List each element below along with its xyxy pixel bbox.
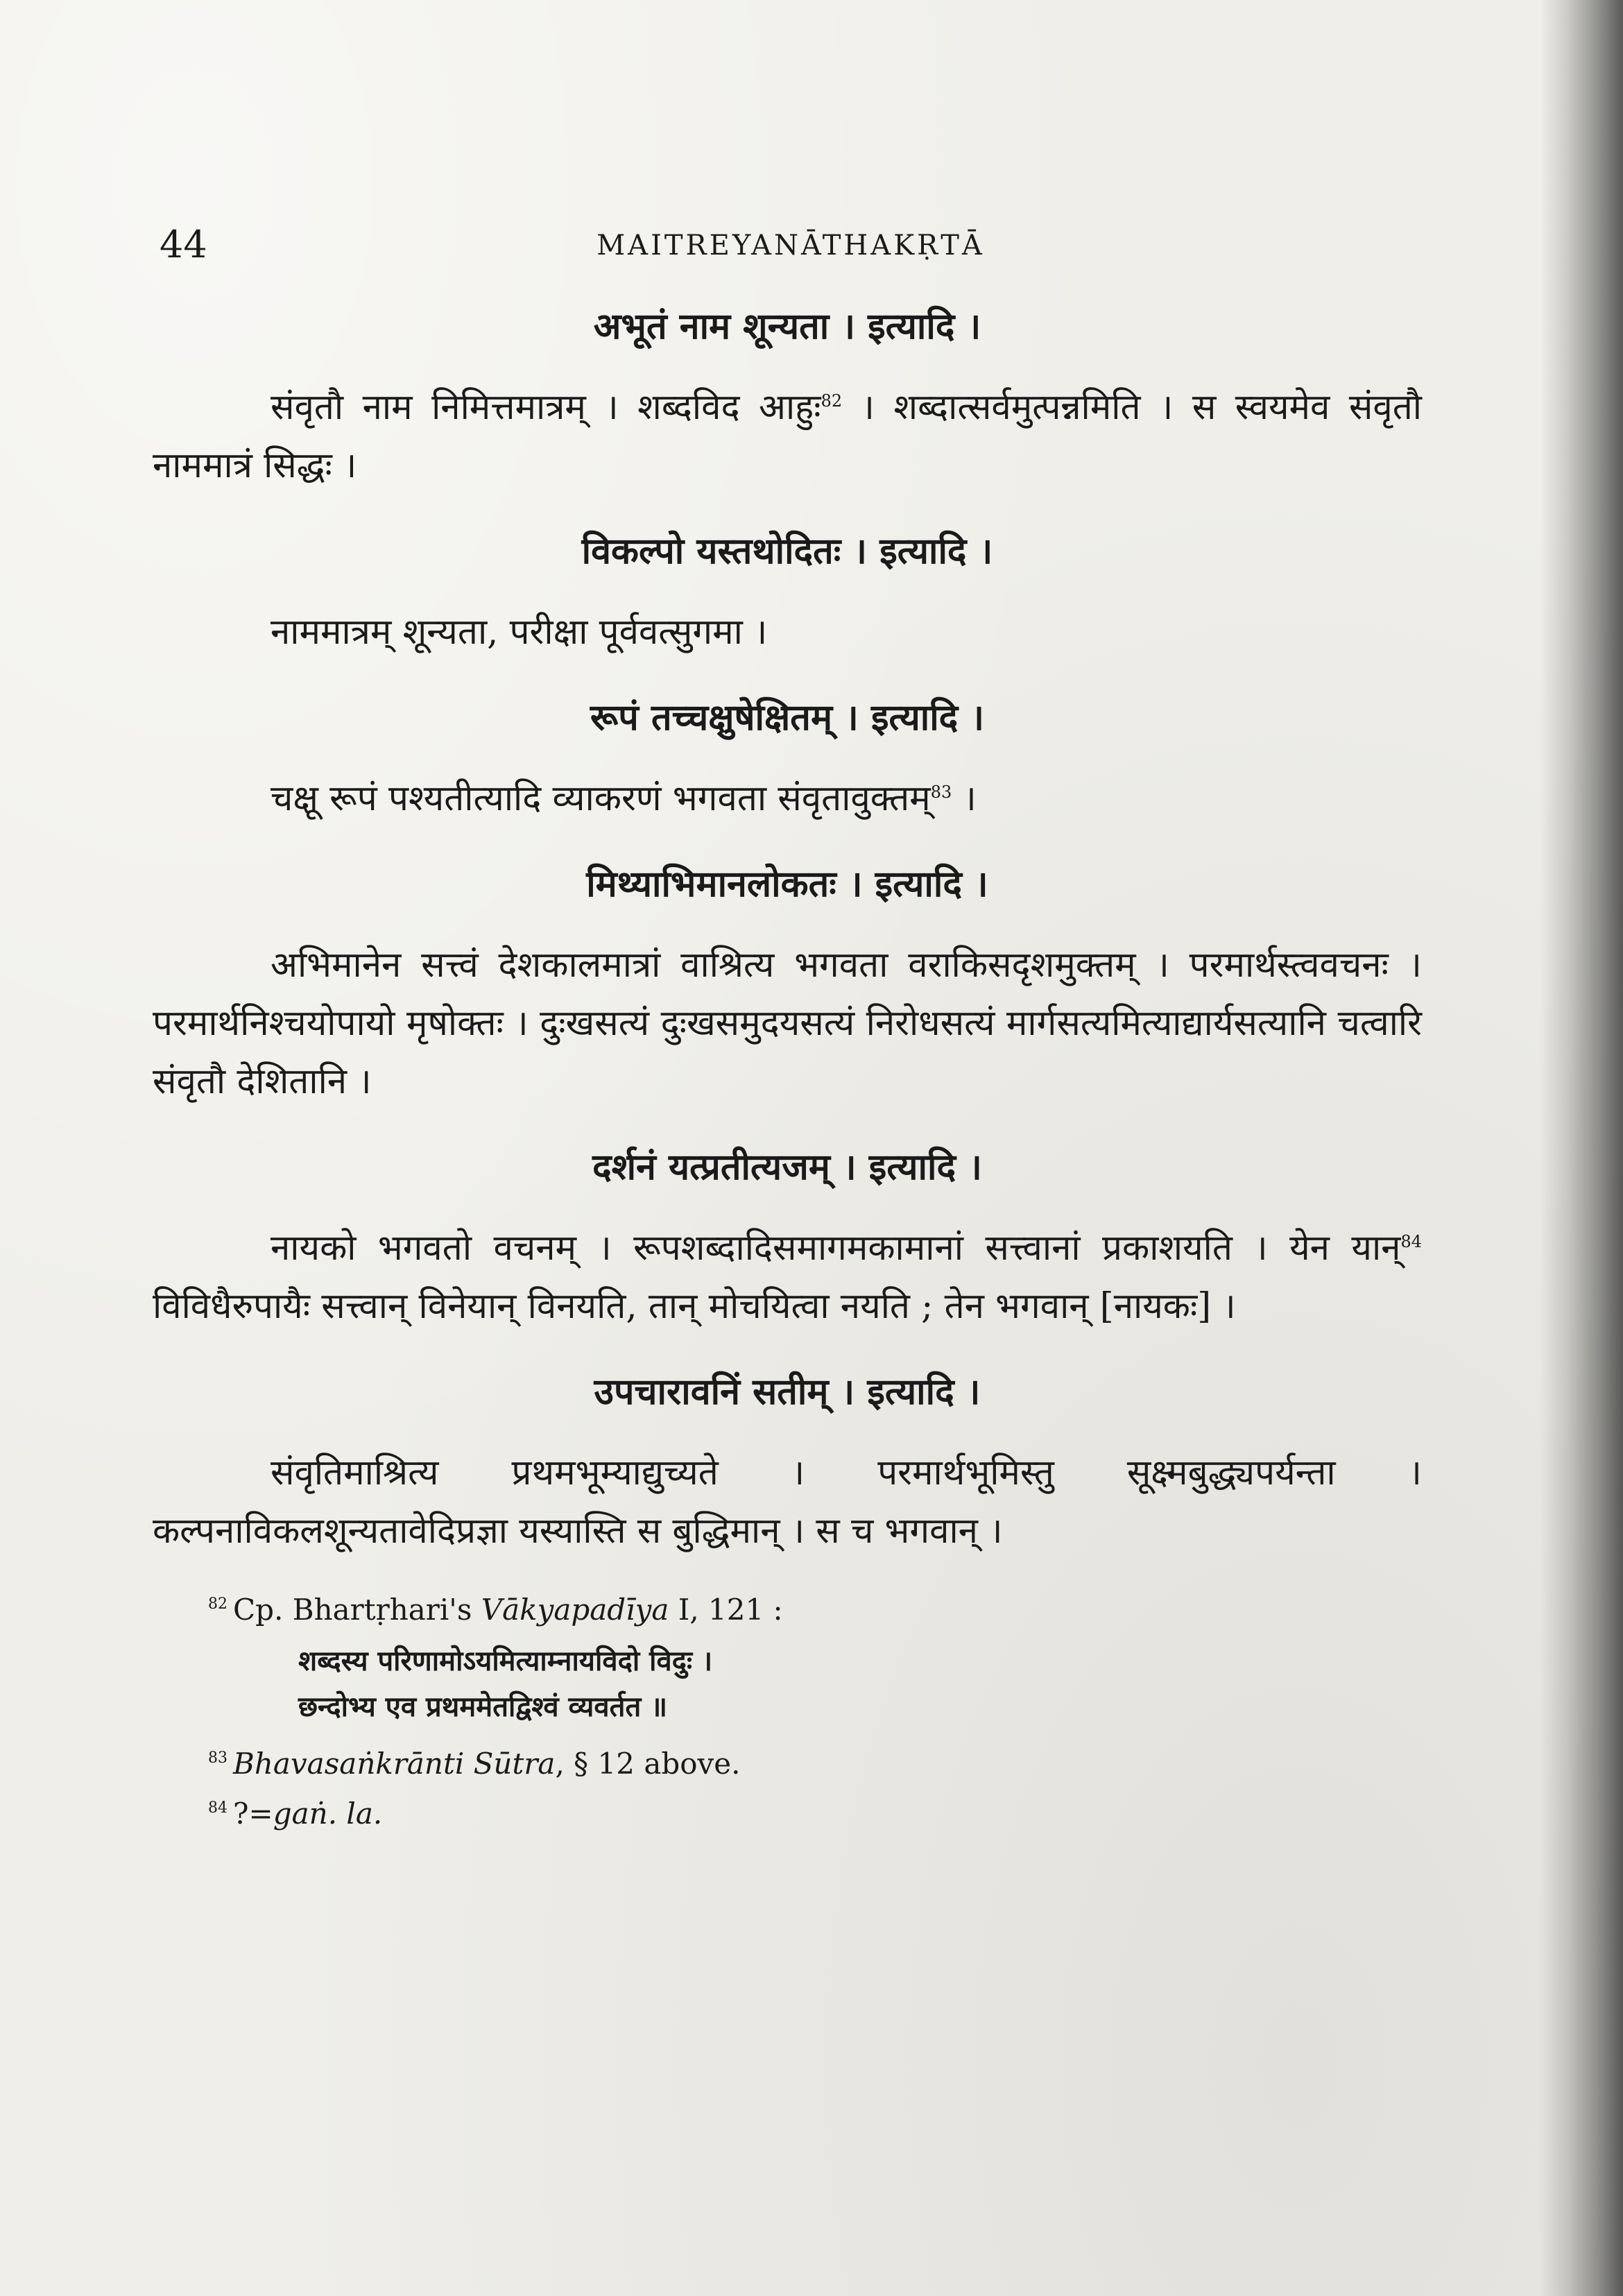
- commentary-paragraph: [153, 770, 1422, 828]
- paragraph-text: ।: [952, 778, 977, 819]
- page-number: 44: [160, 223, 207, 266]
- footnote-text: [208, 1742, 740, 1785]
- footnote-mark: 82: [208, 1595, 227, 1613]
- running-title: MAITREYANĀTHAKṚTĀ: [596, 230, 985, 262]
- verse-heading: उपचारावनिं सतीम् । इत्यादि ।: [594, 1371, 981, 1413]
- paragraph-text: संवृतिमाश्रित्य प्रथमभूम्याद्युच्यते । परमार्थभूमिस्तु सूक्ष्मबुद्ध्यपर्यन्ता । कल्पनाविकलशून्यतावेदिप्रज्ञा यस्यास्ति स बुद्धिमान् । स च भगवान् ।: [153, 1453, 1422, 1552]
- commentary-paragraph: [153, 1444, 1422, 1561]
- page-edge-shadow: [1540, 0, 1623, 2296]
- commentary-paragraph: [153, 936, 1422, 1111]
- footnote-83: [153, 1742, 1422, 1785]
- running-head: [160, 221, 1422, 269]
- footnote-verse-line: छन्दोभ्य एव प्रथममेतद्विश्वं व्यवर्तत ॥: [298, 1690, 668, 1723]
- footnote-84: [153, 1792, 1422, 1835]
- footnote-text: [208, 1792, 382, 1835]
- footnote-prefix: Cp. Bhartṛhari's: [233, 1593, 481, 1627]
- paragraph-text: । शब्दात्सर्वमुत्पन्नमिति । स स्वयमेव संवृतौ नाममात्रं सिद्धः ।: [153, 387, 1422, 486]
- footnote-suffix: I, 121 :: [669, 1593, 783, 1627]
- commentary-paragraph: [153, 379, 1422, 495]
- paragraph-text: नाममात्रम् शून्यता, परीक्षा पूर्ववत्सुगमा ।: [270, 612, 768, 653]
- footnote-verse-line: शब्दस्य परिणामोऽयमित्याम्नायविदो विदुः ।: [298, 1645, 713, 1677]
- footnote-work-title: Bhavasaṅkrānti Sūtra: [233, 1747, 556, 1781]
- verse-heading: विकल्पो यस्तथोदितः । इत्यादि ।: [581, 530, 993, 572]
- footnote-prefix: ?=: [233, 1797, 273, 1831]
- commentary-paragraph: [153, 1219, 1422, 1336]
- footnote-suffix: , § 12 above.: [555, 1747, 741, 1781]
- verse-heading: मिथ्याभिमानलोकतः । इत्यादि ।: [586, 863, 988, 905]
- footnote-mark: 84: [208, 1799, 227, 1817]
- verse-heading: अभूतं नाम शून्यता । इत्यादि ।: [593, 305, 981, 348]
- footnote-ref: 83: [930, 782, 952, 802]
- footnote-text: [208, 1588, 783, 1631]
- verse-heading: रूपं तच्चक्षुषेक्षितम् । इत्यादि ।: [590, 696, 985, 739]
- paragraph-text: चक्षू रूपं पश्यतीत्यादि व्याकरणं भगवता संवृतावुक्तम्: [270, 778, 931, 819]
- paragraph-text: अभिमानेन सत्त्वं देशकालमात्रां वाश्रित्य भगवता वराकिसदृशमुक्तम् । परमार्थस्त्ववचनः । परमार्थनिश्चयोपायो मृषोक्तः । दुःखसत्यं दुःखसमुदयसत्यं निरोधसत्यं मार्गसत्यमित्याद्यार्यसत्यानि चत्वारि संवृतौ देशितानि ।: [153, 945, 1422, 1102]
- footnotes: [153, 1588, 1422, 1835]
- footnote-work-title: gaṅ. la.: [273, 1797, 383, 1831]
- page-body: [153, 298, 1422, 1842]
- footnote-work-title: Vākyapadīya: [481, 1593, 669, 1627]
- commentary-paragraph: [153, 603, 1422, 662]
- paragraph-text: संवृतौ नाम निमित्तमात्रम् । शब्दविद आहुः: [270, 387, 821, 428]
- verse-heading: दर्शनं यत्प्रतीत्यजम् । इत्यादि ।: [592, 1146, 982, 1188]
- paragraph-text: नायको भगवतो वचनम् । रूपशब्दादिसमागमकामानां सत्त्वानां प्रकाशयति । येन यान्: [270, 1228, 1401, 1269]
- footnote-82: [153, 1588, 1422, 1631]
- footnote-mark: 83: [208, 1749, 227, 1767]
- footnote-ref: 84: [1400, 1232, 1422, 1251]
- footnote-ref: 82: [821, 391, 843, 411]
- paragraph-text: विविधैरुपायैः सत्त्वान् विनेयान् विनयति, तान् मोचयित्वा नयति ; तेन भगवान् [नायकः] ।: [153, 1286, 1236, 1327]
